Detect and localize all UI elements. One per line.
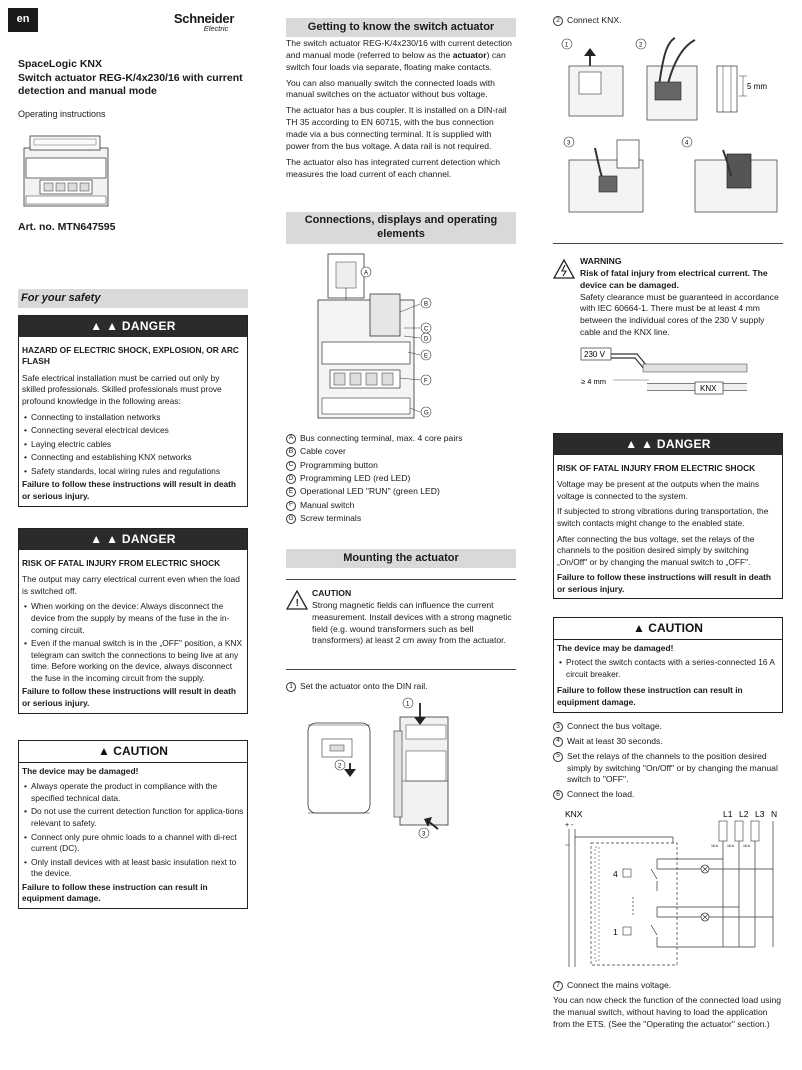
legend-item: D Programming LED (red LED) <box>286 473 516 485</box>
list-item: • Connecting to installation networks <box>22 412 244 424</box>
list-item: • When working on the device: Always disconnect the device from the supply by means of the fuse in the in-coming circuit. <box>22 601 244 636</box>
svg-text:KNX: KNX <box>700 384 717 393</box>
svg-text:2: 2 <box>639 42 643 49</box>
intro-paragraph-3: The actuator has a bus coupler. It is installed on a DIN-rail TH 35 according to EN 60715, with the bus connection made via a bus connecting terminal. It is supplied with power from the bus voltage. A data rail is not required. <box>286 105 507 151</box>
mounting-caution-label: CAUTION <box>312 588 352 598</box>
danger-box-1-header <box>19 316 247 337</box>
svg-text:2: 2 <box>338 763 342 770</box>
svg-text:4: 4 <box>613 869 618 879</box>
divider <box>286 579 516 580</box>
svg-text:230 V: 230 V <box>584 350 605 359</box>
danger-label: DANGER <box>656 437 711 451</box>
divider <box>286 669 516 670</box>
danger-box-3-text-2: If subjected to strong vibrations during transportation, the switch contacts might change to the enabled state. <box>557 506 769 528</box>
closing-paragraph: You can now check the function of the connected load using the manual switch, without having to load the application from the ETS. (See the "Operating the actuator" section.) <box>553 995 782 1029</box>
intro-heading: Getting to know the switch actuator <box>286 18 516 37</box>
mounting-step-1: 1 Set the actuator onto the DIN rail. <box>286 681 516 693</box>
list-item: • Connecting and establishing KNX networks <box>22 452 244 464</box>
step-item: 4 Wait at least 30 seconds. <box>553 736 783 748</box>
warning-triangle-icon: ▲ <box>98 744 110 758</box>
danger-box-1-text: Safe electrical installation must be carried out only by skilled professionals. Skilled professionals must prove profound knowledge in the following areas: <box>22 372 222 406</box>
step-item: 6 Connect the load. <box>553 789 783 801</box>
language-badge <box>8 8 38 32</box>
svg-text:L2: L2 <box>739 809 749 819</box>
caution-label: CAUTION <box>113 744 168 758</box>
list-item: • Even if the manual switch is in the „OFF" position, a KNX telegram can switch the connections to being live at any time. Before working on the device, always disconnect the fuse in the incoming circuit from the supply. <box>22 638 244 684</box>
danger-box-2-consequence: Failure to follow these instructions will result in death or serious injury. <box>22 686 237 709</box>
wiring-diagram <box>561 807 783 975</box>
mounting-heading: Mounting the actuator <box>286 549 516 568</box>
caution-box-1-header <box>19 741 247 763</box>
list-item: • Connecting several electrical devices <box>22 425 244 437</box>
svg-text:16 A: 16 A <box>743 844 751 848</box>
mounting-caution <box>286 588 516 647</box>
list-item: • Laying electric cables <box>22 439 244 451</box>
danger-box-2 <box>18 528 248 714</box>
caution-box-2-header <box>554 618 782 640</box>
svg-text:C: C <box>424 326 429 333</box>
svg-text:4: 4 <box>685 140 689 147</box>
danger-box-3-consequence: Failure to follow these instructions will result in death or serious injury. <box>557 572 772 594</box>
danger-box-3-text-1: Voltage may be present at the outputs when the mains voltage is connected to the system. <box>557 479 760 501</box>
step-item: 3 Connect the bus voltage. <box>553 721 783 733</box>
svg-text:5 mm: 5 mm <box>747 82 767 91</box>
installation-steps <box>553 721 783 804</box>
product-series: SpaceLogic KNX <box>18 58 103 70</box>
article-number: Art. no. MTN647595 <box>18 221 116 233</box>
svg-text:!: ! <box>295 598 299 609</box>
caution-box-1 <box>18 740 248 909</box>
svg-text:L3: L3 <box>755 809 765 819</box>
warning-triangle-icon: ▲ ▲ <box>625 437 654 451</box>
caution-box-2-consequence: Failure to follow these instruction can result in equipment damage. <box>557 685 743 707</box>
svg-text:1: 1 <box>565 42 569 49</box>
danger-box-1-consequence: Failure to follow these instructions will result in death or serious injury. <box>22 479 237 502</box>
danger-box-1 <box>18 315 248 507</box>
document-type: Operating instructions <box>18 108 106 119</box>
svg-text:3: 3 <box>567 140 571 147</box>
svg-text:≥ 4 mm: ≥ 4 mm <box>581 377 606 386</box>
legend-item: G Screw terminals <box>286 513 516 525</box>
svg-text:G: G <box>424 410 429 417</box>
warning-triangle-icon: ▲ <box>633 621 645 635</box>
danger-label: DANGER <box>121 532 176 546</box>
list-item: • Safety standards, local wiring rules and regulations <box>22 466 244 478</box>
brand-logo <box>164 12 244 33</box>
divider <box>553 243 783 244</box>
brand-name: Schneider <box>173 11 235 26</box>
list-item: • Connect only pure ohmic loads to a channel with di-rect current (DC). <box>22 832 244 855</box>
warning-triangle-icon: ▲ ▲ <box>90 319 119 333</box>
connections-legend <box>286 433 516 527</box>
danger-box-3-title: RISK OF FATAL INJURY FROM ELECTRIC SHOCK <box>557 462 756 473</box>
warning-label: WARNING <box>580 256 622 266</box>
legend-item: E Operational LED "RUN" (green LED) <box>286 486 516 498</box>
svg-text:16 A: 16 A <box>727 844 735 848</box>
list-item: • Only install devices with at least basic insulation next to the device. <box>22 857 244 880</box>
warning-block <box>553 256 783 339</box>
list-item: • Do not use the current detection function for applica-tions relevant to safety. <box>22 806 244 829</box>
danger-box-1-title: HAZARD OF ELECTRIC SHOCK, EXPLOSION, OR ARC FLASH <box>22 344 239 367</box>
intro-paragraph-1: The switch actuator REG-K/4x230/16 with current detection and manual mode (referred to below as the actuator) can switch four loads via separate, floating make contacts. <box>286 38 512 72</box>
svg-text:F: F <box>424 378 428 385</box>
warning-text: Safety clearance must be guaranteed in accordance with IEC 60664-1. There must be at least 4 mm between the individual cores of the 230 V supply cable and the KNX line. <box>580 291 779 338</box>
danger-box-3-text-3: After connecting the bus voltage, set the relays of the channels to the position desired simply by switching „On/Off" or by changing the manual switch to „OFF". <box>557 533 755 567</box>
warning-triangle-icon <box>286 590 308 610</box>
svg-text:E: E <box>424 353 429 360</box>
device-illustration <box>22 134 112 210</box>
legend-item: C Programming button <box>286 460 516 472</box>
svg-text:A: A <box>364 270 369 277</box>
list-item: • Always operate the product in compliance with the specified technical data. <box>22 781 244 804</box>
legend-item: A Bus connecting terminal, max. 4 core pairs <box>286 433 516 445</box>
danger-box-2-title: RISK OF FATAL INJURY FROM ELECTRIC SHOCK <box>22 557 221 568</box>
danger-box-2-header <box>19 529 247 550</box>
electric-warning-icon <box>553 259 575 279</box>
legend-item: F Manual switch <box>286 500 516 512</box>
cable-clearance-diagram <box>577 344 757 406</box>
mounting-caution-text: Strong magnetic fields can influence the current measurement. Install devices with a strong magnetic field (e.g. wound transformers such as bell transformers) at least 2 cm away from the actuator. <box>312 599 512 646</box>
svg-text:3: 3 <box>422 831 426 838</box>
danger-label: DANGER <box>121 319 176 333</box>
svg-text:KNX: KNX <box>565 809 583 819</box>
caution-label: CAUTION <box>648 621 703 635</box>
intro-paragraph-4: The actuator also has integrated current detection which measures the load current of each channel. <box>286 156 501 179</box>
safety-heading: For your safety <box>18 289 248 308</box>
danger-box-3-header <box>554 434 782 455</box>
step-item: 5 Set the relays of the channels to the position desired simply by switching "On/Off" or by changing the manual switch to "OFF". <box>553 751 783 787</box>
warning-triangle-icon: ▲ ▲ <box>90 532 119 546</box>
product-name: Switch actuator REG-K/4x230/16 with current detection and manual mode <box>18 71 243 98</box>
danger-box-3 <box>553 433 783 599</box>
device-connections-diagram <box>308 252 458 424</box>
caution-box-1-consequence: Failure to follow these instruction can result in equipment damage. <box>22 881 208 904</box>
warning-title: Risk of fatal injury from electrical current. The device can be damaged. <box>580 267 768 290</box>
knx-connection-diagram <box>555 36 783 216</box>
caution-box-2-title: The device may be damaged! <box>557 642 674 653</box>
svg-text:D: D <box>424 336 429 343</box>
language-label: en <box>16 13 30 26</box>
caution-box-2 <box>553 617 783 713</box>
svg-text:N: N <box>771 809 778 819</box>
knx-step-2: 2 Connect KNX. <box>553 15 783 27</box>
connections-heading: Connections, displays and operating elements <box>286 212 516 244</box>
svg-text:B: B <box>424 301 429 308</box>
caution-box-1-title: The device may be damaged! <box>22 765 139 776</box>
svg-text:+ -: + - <box>565 822 574 829</box>
list-item: • Protect the switch contacts with a series-connected 16 A circuit breaker. <box>557 657 779 680</box>
svg-text:1: 1 <box>406 701 410 708</box>
brand-sub: Electric <box>203 24 229 33</box>
legend-item: B Cable cover <box>286 446 516 458</box>
svg-text:1: 1 <box>613 927 618 937</box>
svg-text:16 A: 16 A <box>711 844 719 848</box>
din-rail-diagram <box>304 695 454 843</box>
step-7: 7 Connect the mains voltage. <box>553 980 783 992</box>
svg-text:L1: L1 <box>723 809 733 819</box>
intro-paragraph-2: You can also manually switch the connected loads with manual switches on the actuator without bus voltage. <box>286 77 495 100</box>
danger-box-2-text: The output may carry electrical current even when the load is switched off. <box>22 574 240 596</box>
